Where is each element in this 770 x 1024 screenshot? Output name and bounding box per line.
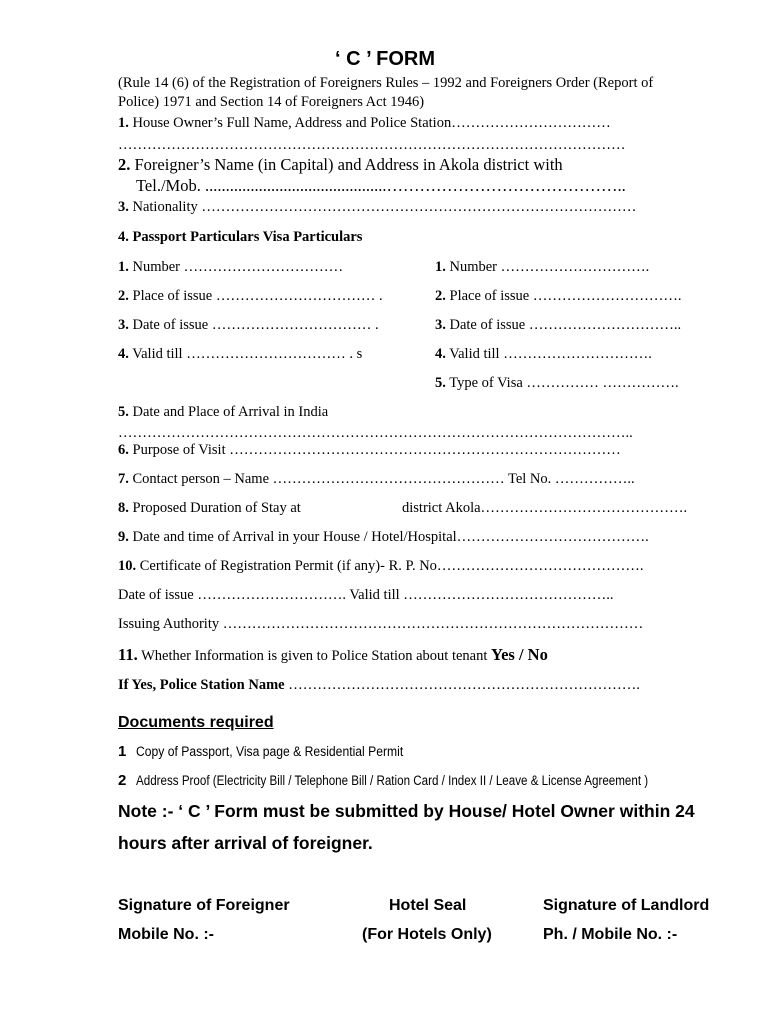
passport-valid-till[interactable] (118, 346, 362, 363)
field-number: 3. (118, 317, 129, 333)
foreigner-mobile-label: Mobile No. :- (118, 926, 214, 943)
landlord-mobile-label: Ph. / Mobile No. :- (543, 926, 678, 943)
field-number: 5. (435, 375, 446, 391)
field-contact-person[interactable] (118, 471, 635, 488)
field-label: Number …………………………… (128, 259, 344, 275)
field-number: 2. (435, 288, 446, 304)
field-arrival-india[interactable] (118, 404, 328, 421)
note-line-2: hours after arrival of foreigner. (118, 833, 373, 853)
field-dots: ………………………………………………………………. (284, 677, 640, 693)
field-purpose-of-visit[interactable] (118, 442, 621, 459)
visa-valid-till[interactable] (435, 346, 652, 363)
field-label: Date and Place of Arrival in India (128, 404, 329, 420)
field-number: 4. (118, 346, 129, 362)
field-label: Type of Visa …………… ……………. (445, 375, 679, 391)
field-number: 1. (435, 259, 446, 275)
documents-heading: Documents required (118, 714, 274, 731)
visa-type[interactable] (435, 375, 679, 392)
field-label: Purpose of Visit ……………………………………………………………………… (128, 442, 621, 458)
field-label: Date and time of Arrival in your House / Hotel/Hospital…………………………………. (128, 529, 649, 545)
passport-place-of-issue[interactable] (118, 288, 383, 305)
rule-line-2: Police) 1971 and Section 14 of Foreigners Act 1946) (118, 94, 425, 110)
field-house-owner-continuation[interactable]: …………………………………………………………………………………………… (118, 137, 626, 153)
field-registration-permit[interactable] (118, 558, 644, 575)
field-label: Foreigner’s Name (in Capital) and Address in Akola district with (130, 155, 563, 174)
field-number: 10. (118, 558, 137, 574)
document-number: 2 (118, 772, 127, 789)
field-label: Date of issue ………………………….. (445, 317, 682, 333)
field-foreigner-name[interactable] (118, 155, 563, 175)
signature-landlord-label: Signature of Landlord (543, 897, 710, 914)
field-issuing-authority[interactable]: Issuing Authority …………………………………………………………………………… (118, 616, 644, 632)
field-number: 1. (118, 259, 129, 275)
field-number: 2. (118, 155, 131, 174)
field-house-owner[interactable] (118, 115, 611, 132)
visa-place-of-issue[interactable] (435, 288, 681, 305)
document-item (118, 743, 433, 760)
document-item (118, 772, 732, 789)
field-label: Place of issue …………………………… . (128, 288, 383, 304)
visa-date-of-issue[interactable] (435, 317, 681, 334)
field-permit-dates[interactable]: Date of issue …………………………. Valid till …………………………………….. (118, 587, 614, 603)
field-arrival-house[interactable] (118, 529, 649, 546)
section-label: Passport Particulars Visa Particulars (128, 229, 363, 245)
field-number: 4. (435, 346, 446, 362)
rule-line-1: (Rule 14 (6) of the Registration of Foreigners Rules – 1992 and Foreigners Order (Report of (118, 75, 654, 91)
field-label: House Owner’s Full Name, Address and Police Station…………………………… (128, 115, 611, 131)
signature-foreigner-label: Signature of Foreigner (118, 897, 290, 914)
document-text: Copy of Passport, Visa page & Residential Permit (136, 744, 404, 759)
field-number: 2. (118, 288, 129, 304)
field-number: 6. (118, 442, 129, 458)
field-district-akola[interactable]: district Akola……………………………………. (402, 500, 688, 516)
form-title: ‘ C ’ FORM (335, 48, 435, 70)
document-text: Address Proof (Electricity Bill / Telephone Bill / Ration Card / Index II / Leave & License Agreement ) (136, 773, 649, 788)
field-police-station-name[interactable] (118, 677, 640, 694)
field-arrival-india-continuation[interactable]: …………………………………………………………………………………………….. (118, 425, 633, 441)
field-label: Valid till …………………………. (445, 346, 652, 362)
field-label: Contact person – Name ………………………………………… Tel No. …………….. (128, 471, 635, 487)
visa-number[interactable] (435, 259, 649, 276)
field-label: Place of issue …………………………. (445, 288, 682, 304)
field-number: 1. (118, 115, 129, 131)
yes-no-option[interactable]: Yes / No (491, 645, 548, 664)
field-foreigner-tel[interactable]: Tel./Mob. ............................................…………………………………….. (136, 176, 626, 195)
note-line-1: Note :- ‘ C ’ Form must be submitted by House/ Hotel Owner within 24 (118, 801, 695, 821)
field-number: 8. (118, 500, 129, 516)
field-duration-of-stay[interactable] (118, 500, 301, 517)
field-label: Certificate of Registration Permit (if any)- R. P. No……………………………………. (136, 558, 644, 574)
passport-date-of-issue[interactable] (118, 317, 379, 334)
field-label: Nationality ……………………………………………………………………………… (128, 199, 637, 215)
field-number: 7. (118, 471, 129, 487)
field-number: 5. (118, 404, 129, 420)
field-label: Date of issue …………………………… . (128, 317, 379, 333)
hotel-seal-note: (For Hotels Only) (362, 926, 492, 943)
document-number: 1 (118, 743, 127, 760)
field-nationality[interactable] (118, 199, 636, 216)
field-number: 3. (118, 199, 129, 215)
field-number: 4. (118, 229, 129, 245)
field-police-info[interactable] (118, 645, 548, 665)
field-number: 11. (118, 645, 138, 664)
passport-number[interactable] (118, 259, 343, 276)
field-number: 9. (118, 529, 129, 545)
field-label: If Yes, Police Station Name (118, 677, 285, 693)
field-number: 3. (435, 317, 446, 333)
section-passport-visa (118, 229, 362, 246)
hotel-seal-label: Hotel Seal (389, 897, 467, 914)
field-label: Number …………………………. (445, 259, 650, 275)
field-label: Proposed Duration of Stay at (128, 500, 301, 516)
field-label: Valid till …………………………… . s (128, 346, 363, 362)
field-label: Whether Information is given to Police Station about tenant (137, 648, 492, 664)
